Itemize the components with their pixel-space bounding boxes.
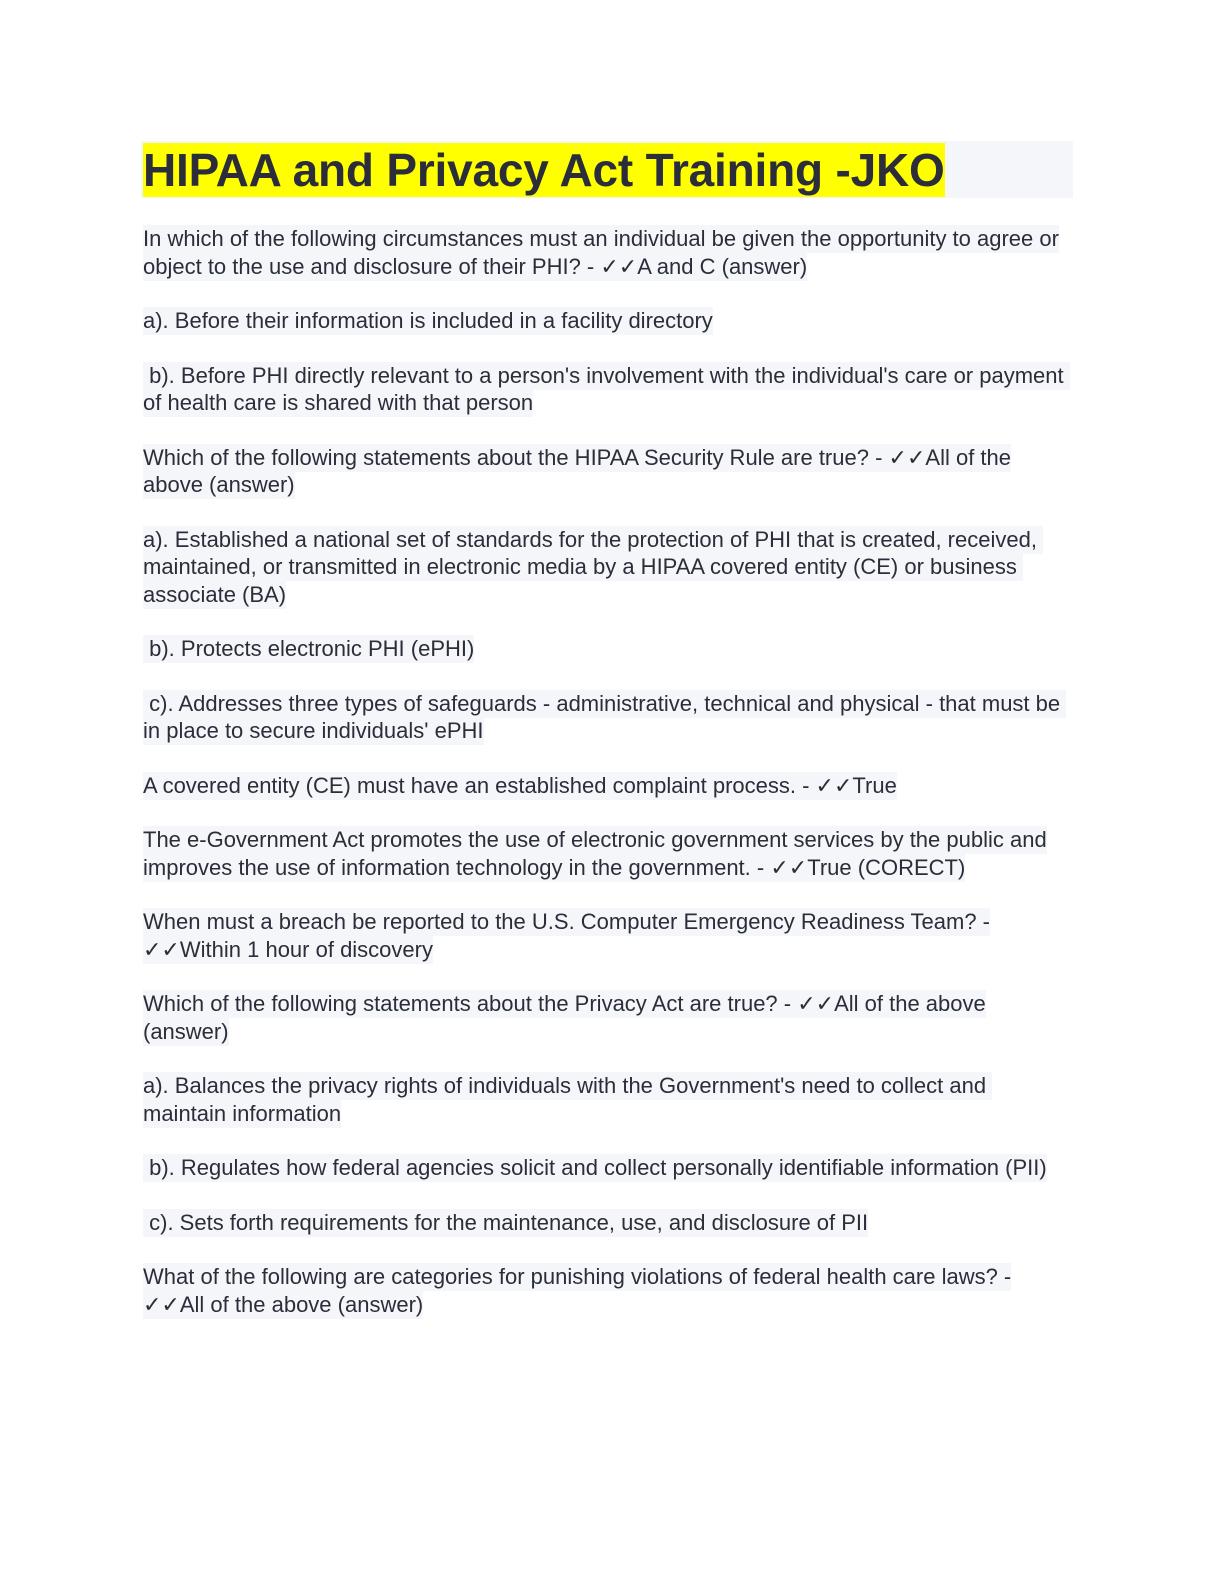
question-3 bbox=[143, 772, 1075, 800]
title-block bbox=[141, 141, 1073, 198]
answer-text: All of the above (answer) bbox=[179, 1291, 424, 1317]
question-text: In which of the following circumstances must an individual be given the opportunity to agree or object to the use and disclosure of their PHI? - bbox=[143, 226, 1059, 279]
question-4 bbox=[143, 826, 1075, 881]
question-text: A covered entity (CE) must have an established complaint process. - bbox=[143, 772, 816, 798]
answer-text: True bbox=[852, 772, 897, 798]
option-text: a). Established a national set of standards for the protection of PHI that is created, received, maintained, or transmitted in electronic media by a HIPAA covered entity (CE) or business associate (BA) bbox=[143, 526, 1044, 607]
question-text: Which of the following statements about the HIPAA Security Rule are true? - bbox=[143, 444, 889, 470]
answer-text: True (CORECT) bbox=[807, 854, 966, 880]
option-2b bbox=[143, 635, 1075, 663]
option-text: b). Protects electronic PHI (ePHI) bbox=[143, 636, 475, 661]
option-1b bbox=[143, 362, 1075, 417]
question-7 bbox=[143, 1263, 1075, 1318]
double-check-icon: ✓✓ bbox=[143, 936, 180, 962]
answer-text: A and C (answer) bbox=[637, 253, 808, 279]
option-1a bbox=[143, 307, 1075, 335]
double-check-icon: ✓✓ bbox=[143, 1291, 180, 1317]
question-6 bbox=[143, 990, 1075, 1045]
option-text: b). Before PHI directly relevant to a person's involvement with the individual's care or payment of health care is shared with that person bbox=[143, 362, 1070, 415]
double-check-icon: ✓✓ bbox=[797, 991, 835, 1016]
option-6c bbox=[143, 1209, 1075, 1237]
option-text: c). Sets forth requirements for the maintenance, use, and disclosure of PII bbox=[143, 1209, 869, 1235]
double-check-icon: ✓✓ bbox=[815, 772, 853, 798]
option-text: b). Regulates how federal agencies solicit and collect personally identifiable information (PII) bbox=[143, 1155, 1047, 1180]
option-2a bbox=[143, 526, 1075, 609]
double-check-icon: ✓✓ bbox=[600, 253, 638, 279]
answer-text: All of the above (answer) bbox=[143, 991, 986, 1044]
question-text: Which of the following statements about the Privacy Act are true? - bbox=[143, 991, 798, 1016]
question-5 bbox=[143, 908, 1075, 963]
option-6b bbox=[143, 1154, 1075, 1182]
document-title: HIPAA and Privacy Act Training -JKO bbox=[143, 144, 945, 196]
question-text: The e-Government Act promotes the use of electronic government services by the public and improves the use of information technology in the government. - bbox=[143, 827, 1047, 880]
option-6a bbox=[143, 1072, 1075, 1127]
double-check-icon: ✓✓ bbox=[770, 854, 808, 880]
option-text: a). Balances the privacy rights of individuals with the Government's need to collect and maintain information bbox=[143, 1073, 993, 1126]
qa-content bbox=[143, 225, 1075, 1318]
option-text: a). Before their information is included in a facility directory bbox=[143, 308, 713, 333]
option-2c bbox=[143, 690, 1075, 745]
question-2 bbox=[143, 444, 1075, 499]
question-text: When must a breach be reported to the U.S. Computer Emergency Readiness Team? - bbox=[143, 909, 991, 934]
document-page bbox=[143, 141, 1075, 1345]
double-check-icon: ✓✓ bbox=[888, 444, 926, 470]
question-text: What of the following are categories for punishing violations of federal health care laws? - bbox=[143, 1264, 1012, 1289]
option-text: c). Addresses three types of safeguards - administrative, technical and physical - that must be in place to secure individuals' ePHI bbox=[143, 690, 1067, 743]
answer-text: Within 1 hour of discovery bbox=[179, 936, 433, 962]
question-1 bbox=[143, 225, 1075, 280]
answer-text: All of the above (answer) bbox=[143, 444, 1012, 497]
